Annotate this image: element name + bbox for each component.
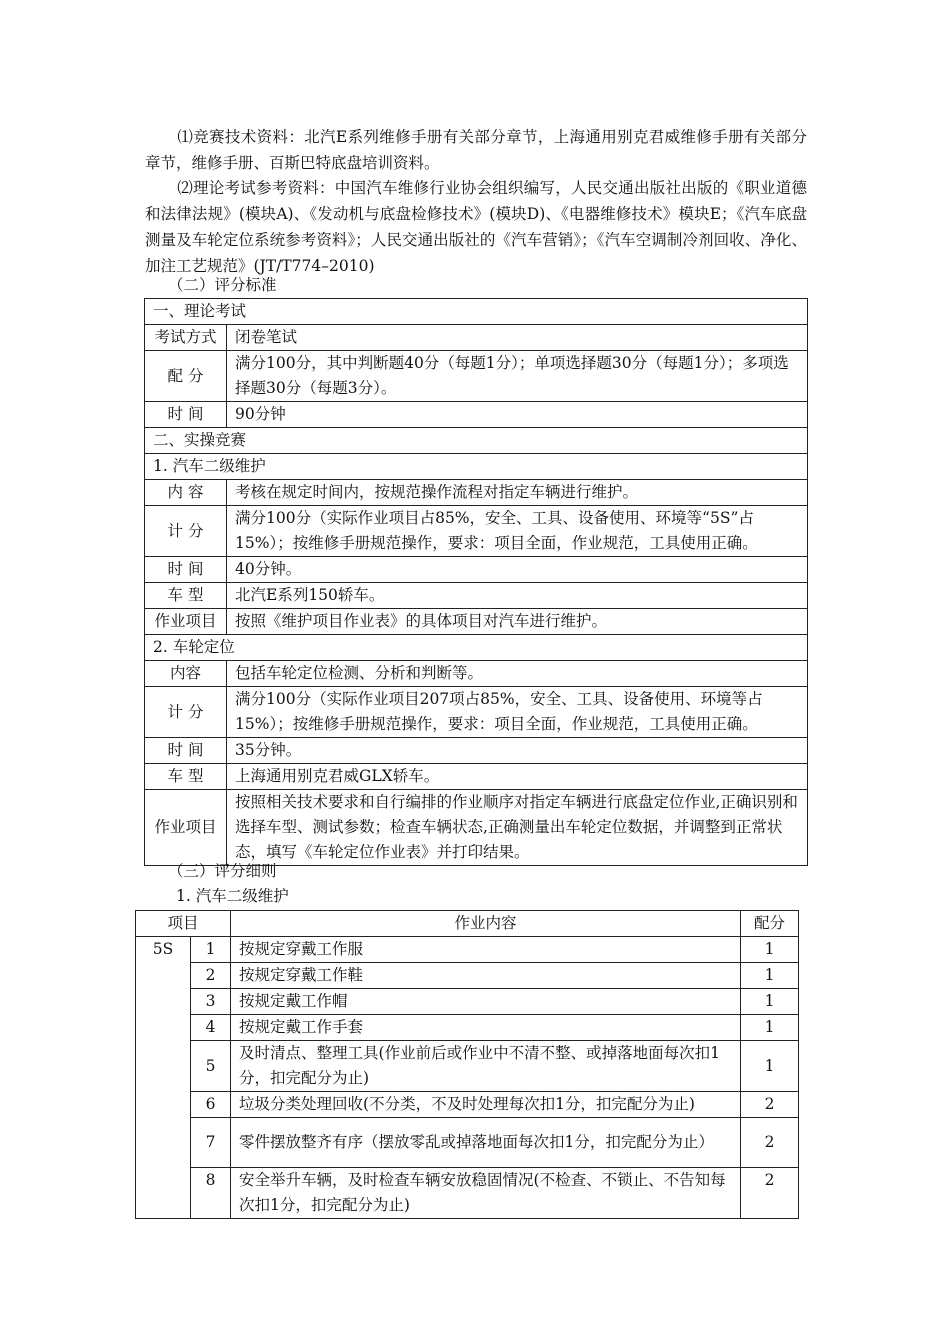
row-label: 内 容 xyxy=(145,480,227,506)
row-number: 6 xyxy=(191,1092,231,1118)
row-score: 1 xyxy=(741,1015,799,1041)
row-content: 按规定戴工作帽 xyxy=(231,989,741,1015)
row-label: 计 分 xyxy=(145,687,227,738)
scoring-details-table xyxy=(135,910,799,1219)
table-row xyxy=(145,790,808,866)
table-row xyxy=(136,1168,799,1219)
row-number: 1 xyxy=(191,937,231,963)
table-row xyxy=(136,937,799,963)
row-label: 时 间 xyxy=(145,557,227,583)
section-header-practical: 二、实操竞赛 xyxy=(145,428,808,454)
row-score: 1 xyxy=(741,937,799,963)
row-score: 1 xyxy=(741,1041,799,1092)
table-row xyxy=(136,1015,799,1041)
column-header-item: 项目 xyxy=(136,911,231,937)
table-row xyxy=(145,738,808,764)
row-label: 内容 xyxy=(145,661,227,687)
table-row xyxy=(145,402,808,428)
row-content: 按规定戴工作手套 xyxy=(231,1015,741,1041)
row-number: 7 xyxy=(191,1118,231,1168)
row-label: 车 型 xyxy=(145,764,227,790)
column-header-score: 配分 xyxy=(741,911,799,937)
row-value: 90分钟 xyxy=(227,402,808,428)
table-row xyxy=(145,609,808,635)
table-row xyxy=(145,764,808,790)
row-label: 配 分 xyxy=(145,351,227,402)
table-row xyxy=(136,1092,799,1118)
row-label: 考试方式 xyxy=(145,325,227,351)
row-label: 作业项目 xyxy=(145,609,227,635)
table-row xyxy=(145,661,808,687)
row-value: 40分钟。 xyxy=(227,557,808,583)
row-score: 2 xyxy=(741,1092,799,1118)
row-content: 按规定穿戴工作服 xyxy=(231,937,741,963)
row-label: 时 间 xyxy=(145,402,227,428)
category-cell: 5S xyxy=(136,937,191,1219)
row-score: 1 xyxy=(741,963,799,989)
row-value: 按照《维护项目作业表》的具体项目对汽车进行维护。 xyxy=(227,609,808,635)
column-header-content: 作业内容 xyxy=(231,911,741,937)
row-value: 考核在规定时间内，按规范操作流程对指定车辆进行维护。 xyxy=(227,480,808,506)
table-row xyxy=(145,480,808,506)
paragraph-competition-materials xyxy=(145,124,807,176)
scoring-standard-table xyxy=(144,298,808,866)
row-value: 闭卷笔试 xyxy=(227,325,808,351)
subsection-header-alignment: 2. 车轮定位 xyxy=(145,635,808,661)
row-number: 3 xyxy=(191,989,231,1015)
row-value: 满分100分，其中判断题40分（每题1分）；单项选择题30分（每题1分）；多项选择题30分（每题3分）。 xyxy=(227,351,808,402)
paragraph-text: ⑵理论考试参考资料：中国汽车维修行业协会组织编写，人民交通出版社出版的《职业道德和法律法规》(模块A)、《发动机与底盘检修技术》(模块D)、《电器维修技术》模块E；《汽车底盘测量及车轮定位系统参考资料》；人民交通出版社的《汽车营销》；《汽车空调制冷剂回收、净化、加注工艺规范》(JT/T774–2010) xyxy=(145,179,807,275)
table-row xyxy=(136,989,799,1015)
heading-scoring-details: （三）评分细则 xyxy=(168,862,277,880)
row-content: 安全举升车辆，及时检查车辆安放稳固情况(不检查、不锁止、不告知每次扣1分，扣完配分为止) xyxy=(231,1168,741,1219)
row-number: 8 xyxy=(191,1168,231,1219)
paragraph-text: ⑴竞赛技术资料：北汽E系列维修手册有关部分章节，上海通用别克君威维修手册有关部分章节，维修手册、百斯巴特底盘培训资料。 xyxy=(145,128,807,172)
row-value: 北汽E系列150轿车。 xyxy=(227,583,808,609)
table-row xyxy=(136,1041,799,1092)
row-value: 按照相关技术要求和自行编排的作业顺序对指定车辆进行底盘定位作业,正确识别和选择车型、测试参数；检查车辆状态,正确测量出车轮定位数据，并调整到正常状态，填写《车轮定位作业表》并打印结果。 xyxy=(227,790,808,866)
row-label: 计 分 xyxy=(145,506,227,557)
table-header-row xyxy=(136,911,799,937)
subsection-header-maintenance: 1. 汽车二级维护 xyxy=(145,454,808,480)
table-row xyxy=(145,635,808,661)
row-label: 车 型 xyxy=(145,583,227,609)
row-value: 35分钟。 xyxy=(227,738,808,764)
row-value: 上海通用别克君威GLX轿车。 xyxy=(227,764,808,790)
table-row xyxy=(145,351,808,402)
table-row xyxy=(136,1118,799,1168)
row-number: 2 xyxy=(191,963,231,989)
table-row xyxy=(145,687,808,738)
heading-scoring-standard: （二）评分标准 xyxy=(168,276,277,294)
row-label: 作业项目 xyxy=(145,790,227,866)
section-header-theory: 一、理论考试 xyxy=(145,299,808,325)
row-score: 2 xyxy=(741,1168,799,1219)
row-value: 满分100分（实际作业项目占85%，安全、工具、设备使用、环境等“5S”占15%）；按维修手册规范操作，要求：项目全面，作业规范，工具使用正确。 xyxy=(227,506,808,557)
row-content: 零件摆放整齐有序（摆放零乱或掉落地面每次扣1分，扣完配分为止） xyxy=(231,1118,741,1168)
table-row xyxy=(145,583,808,609)
row-label: 时 间 xyxy=(145,738,227,764)
row-content: 及时清点、整理工具(作业前后或作业中不清不整、或掉落地面每次扣1分，扣完配分为止) xyxy=(231,1041,741,1092)
row-content: 垃圾分类处理回收(不分类，不及时处理每次扣1分，扣完配分为止) xyxy=(231,1092,741,1118)
table-row xyxy=(145,325,808,351)
row-score: 2 xyxy=(741,1118,799,1168)
paragraph-theory-references xyxy=(145,175,807,279)
row-score: 1 xyxy=(741,989,799,1015)
row-value: 满分100分（实际作业项目207项占85%，安全、工具、设备使用、环境等占15%）；按维修手册规范操作，要求：项目全面，作业规范，工具使用正确。 xyxy=(227,687,808,738)
row-value: 包括车轮定位检测、分析和判断等。 xyxy=(227,661,808,687)
table-row xyxy=(145,299,808,325)
heading-maintenance-details: 1. 汽车二级维护 xyxy=(176,887,289,905)
table-row xyxy=(145,454,808,480)
table-row xyxy=(145,428,808,454)
row-number: 4 xyxy=(191,1015,231,1041)
table-row xyxy=(145,557,808,583)
row-number: 5 xyxy=(191,1041,231,1092)
row-content: 按规定穿戴工作鞋 xyxy=(231,963,741,989)
table-row xyxy=(145,506,808,557)
table-row xyxy=(136,963,799,989)
